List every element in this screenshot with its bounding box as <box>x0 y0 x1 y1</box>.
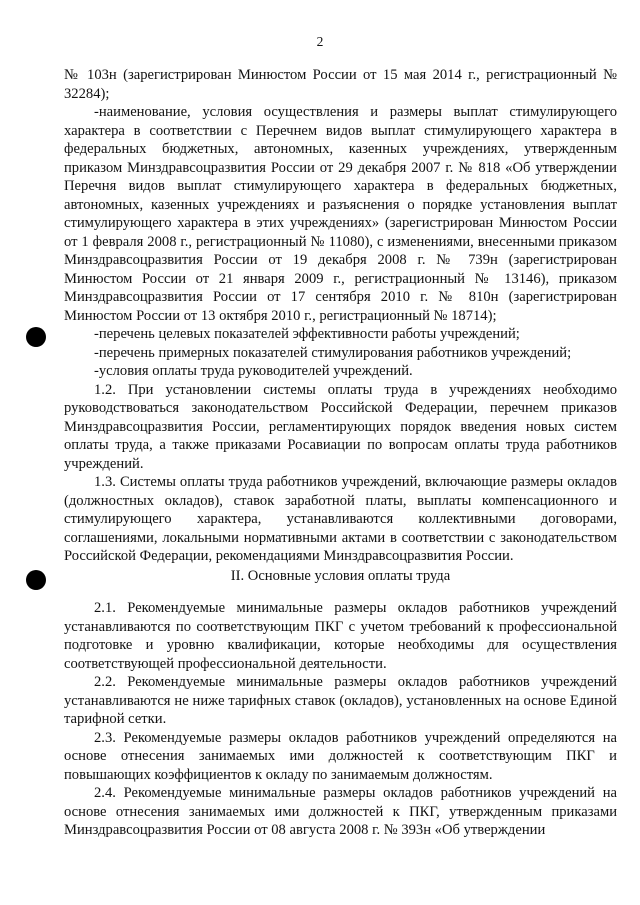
paragraph-2-4: 2.4. Рекомендуемые минимальные размеры окладов работников учреждений на основе отнесения занимаемых ими должностей к ПКГ, утвержденным приказами Минздравсоцразвития России от 08 августа 2008 г. № 393н «Об утверждении <box>64 785 617 838</box>
section-title: II. Основные условия оплаты труда <box>230 567 451 584</box>
paragraph-target-indicators: -перечень целевых показателей эффективности работы учреждений; <box>94 326 520 342</box>
punch-hole-top <box>26 327 46 347</box>
paragraph-2-3: 2.3. Рекомендуемые размеры окладов работников учреждений определяются на основе отнесения занимаемых ими должностей к соответствующим ПКГ и повышающих коэффициентов к окладу по занимаемым должностям. <box>64 729 617 783</box>
punch-hole-bottom <box>26 570 46 590</box>
paragraph-2-1: 2.1. Рекомендуемые минимальные размеры окладов работников учреждений устанавливаются по соответствующим ПКГ с учетом требований к профессиональной подготовке и уровню квалификации, которые необходимы для осуществления соответствующей профессиональной деятельности. <box>64 600 617 672</box>
paragraph-1-2: 1.2. При установлении системы оплаты труда в учреждениях необходимо руководствоваться законодательством Российской Федерации, перечнем приказов Минздравсоцразвития России, регламентирующих порядок введения новых систем оплаты труда, а также приказами Росавиации по вопросам оплаты труда работников учреждений. <box>64 381 617 472</box>
paragraph-continuation: № 103н (зарегистрирован Минюстом России от 15 мая 2014 г., регистрационный № 32284); <box>64 67 617 102</box>
paragraph-incentive-indicators: -перечень примерных показателей стимулирования работников учреждений; <box>94 344 572 361</box>
paragraph-stimulus-payments: -наименование, условия осуществления и размеры выплат стимулирующего характера в соответствии с Перечнем видов выплат стимулирующего характера в федеральных бюджетных, автономных, казенных учреждениях, утвержденным приказом Минздравсоцразвития России от 29 декабря 2007 г. № 818 «Об утверждении Перечня видов выплат стимулирующего характера в федеральных бюджетных, автономных, казенных учреждениях и разъяснения о порядке установления выплат стимулирующего характера в этих учреждениях» (зарегистрирован Минюстом России от 1 февраля 2008 г., регистрационный № 11080), с изменениями, внесенными приказом Минздравсоцразвития России от 19 декабря 2008 г. № 739н (зарегистрирован Минюстом России от 21 января 2009 г., регистрационный № 13146), приказом Минздравсоцразвития России от 17 сентября 2010 г. № 810н (зарегистрирован Минюстом России от 13 октября 2010 г., регистрационный № 18714); <box>64 104 617 324</box>
paragraph-head-pay-conditions: -условия оплаты труда руководителей учреждений. <box>94 363 413 379</box>
document-body <box>64 66 617 840</box>
page-number: 2 <box>316 34 324 49</box>
paragraph-2-2: 2.2. Рекомендуемые минимальные размеры окладов работников учреждений устанавливаются не ниже тарифных ставок (окладов), установленных на основе Единой тарифной сетки. <box>64 674 617 727</box>
paragraph-1-3: 1.3. Системы оплаты труда работников учреждений, включающие размеры окладов (должностных окладов), ставок заработной платы, выплаты компенсационного и стимулирующего характера, устанавливаются коллективными договорами, соглашениями, локальными нормативными актами в соответствии с законодательством Российской Федерации, рекомендациями Минздравсоцразвития России. <box>64 474 617 564</box>
